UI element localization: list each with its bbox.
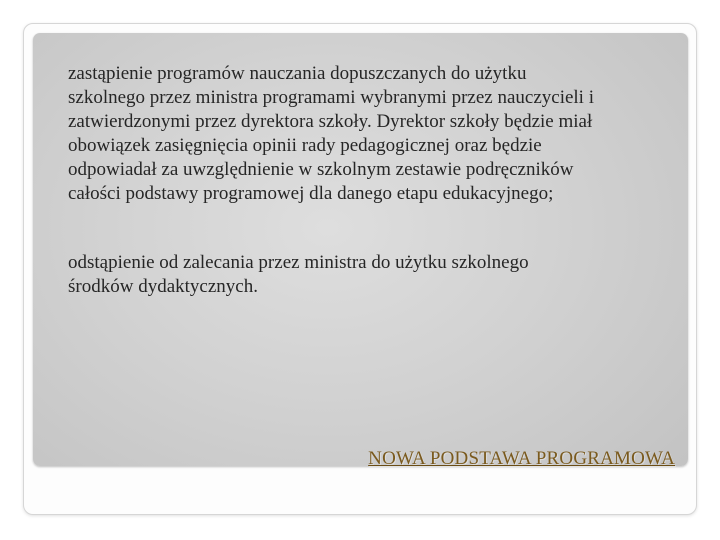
bullet-text-line: całości podstawy programowej dla danego etapu edukacyjnego; — [68, 183, 554, 204]
bullet-text-line: środków dydaktycznych. — [68, 276, 258, 297]
bullet-text-line: odpowiadał za uwzględnienie w szkolnym zestawie podręczników — [68, 159, 574, 180]
bullet-text-line: obowiązek zasięgnięcia opinii rady pedagogicznej oraz będzie — [68, 135, 542, 156]
bullet-text-line: odstąpienie od zalecania przez ministra do użytku szkolnego — [68, 252, 529, 273]
slide-footer-title: NOWA PODSTAWA PROGRAMOWA — [368, 448, 675, 469]
bullet-item — [61, 251, 688, 299]
bullet-text-line: zastąpienie programów nauczania dopuszczanych do użytku — [68, 63, 527, 84]
bullet-text-line: zatwierdzonymi przez dyrektora szkoły. Dyrektor szkoły będzie miał — [68, 111, 593, 132]
bullet-text-line: szkolnego przez ministra programami wybranymi przez nauczycieli i — [68, 87, 594, 108]
bullet-item — [61, 62, 688, 206]
